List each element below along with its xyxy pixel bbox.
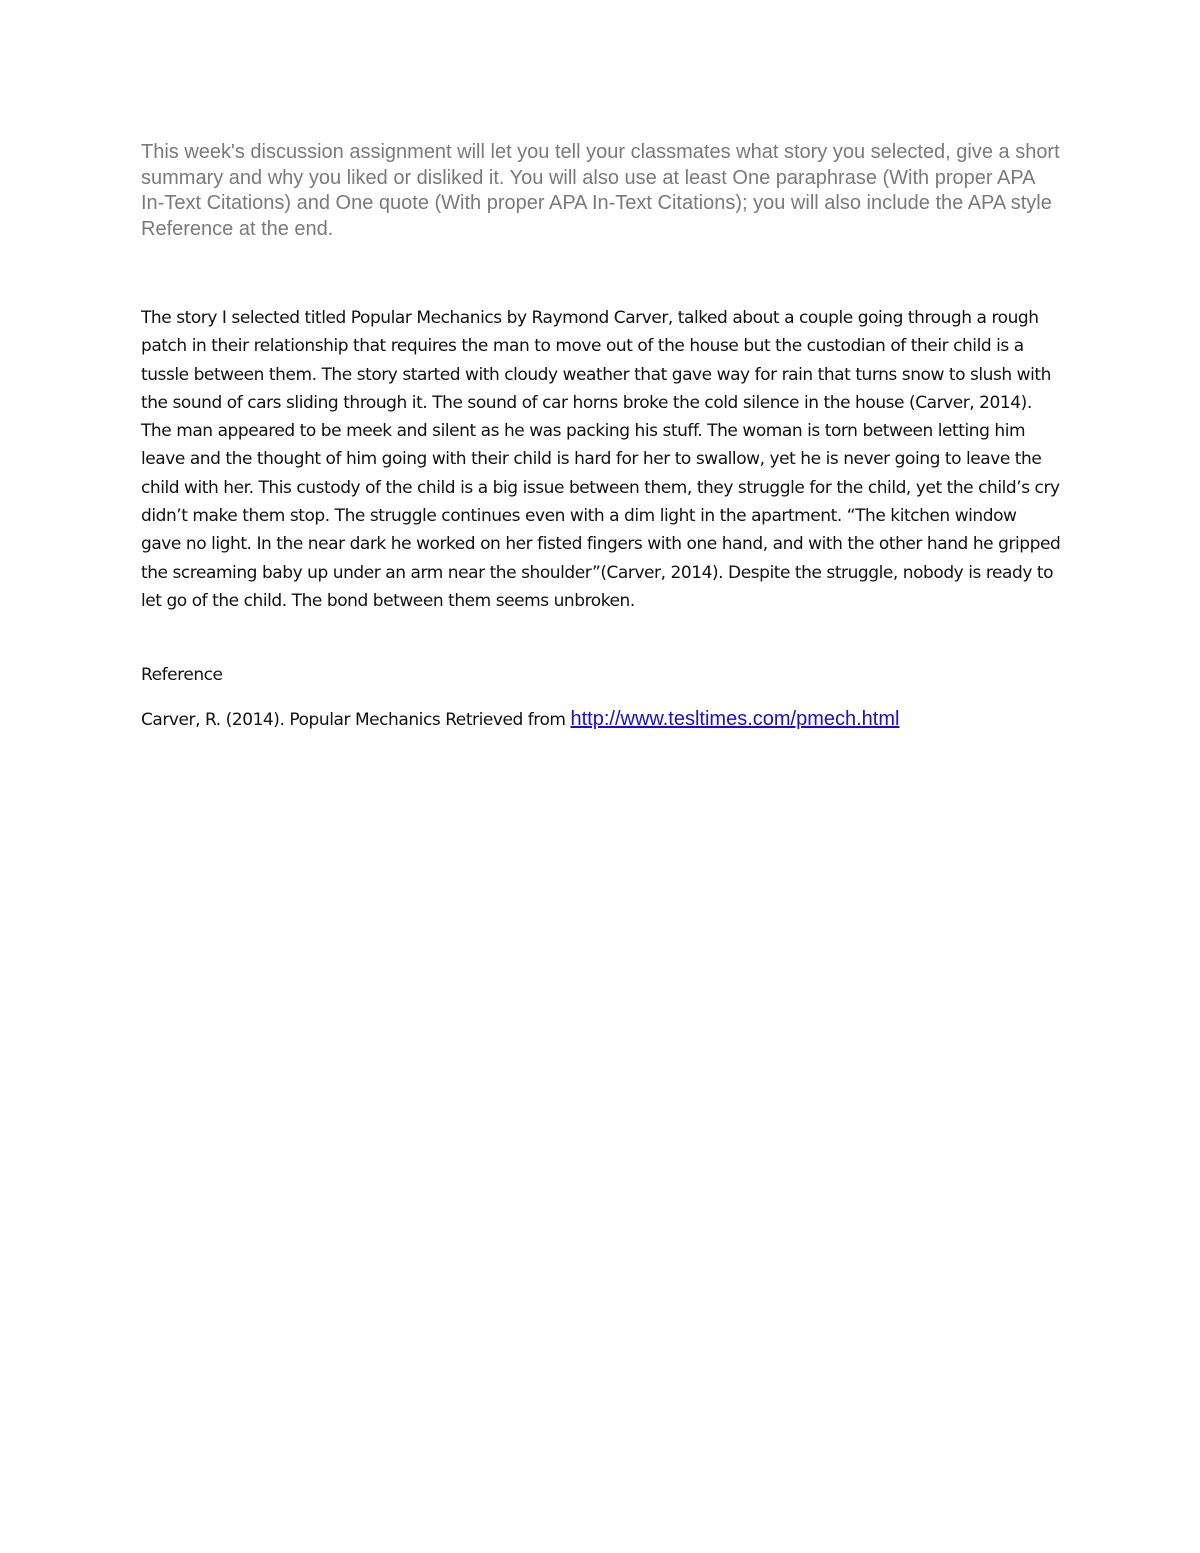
essay-paragraph: The story I selected titled Popular Mechanics by Raymond Carver, talked about a couple going through a rough patch in their relationship that requires the man to move out of the house but the custodian of their child is a tussle between them. The story started with cloudy weather that gave way for rain that turns snow to slush with the sound of cars sliding through it. The sound of car horns broke the cold silence in the house (Carver, 2014). The man appeared to be meek and silent as he was packing his stuff. The woman is torn between letting him leave and the thought of him going with their child is hard for her to swallow, yet he is never going to leave the child with her. This custody of the child is a big issue between them, they struggle for the child, yet the child’s cry didn’t make them stop. The struggle continues even with a dim light in the apartment. “The kitchen window gave no light. In the near dark he worked on her fisted fingers with one hand, and with the other hand he gripped the screaming baby up under an arm near the shoulder”(Carver, 2014). Despite the struggle, nobody is ready to let go of the child. The bond between them seems unbroken. bbox=[141, 308, 1061, 611]
reference-citation: Carver, R. (2014). Popular Mechanics Retrieved from bbox=[141, 710, 571, 730]
reference-link[interactable]: http://www.tesltimes.com/pmech.html bbox=[570, 708, 900, 730]
reference-heading: Reference bbox=[141, 665, 223, 685]
assignment-prompt: This week's discussion assignment will let you tell your classmates what story you selected, give a short summary and why you liked or disliked it. You will also use at least One paraphrase (With proper APA In-Text Citations) and One quote (With proper APA In-Text Citations); you will also include the APA style Reference at the end. bbox=[141, 141, 1060, 240]
reference-entry bbox=[141, 705, 899, 734]
